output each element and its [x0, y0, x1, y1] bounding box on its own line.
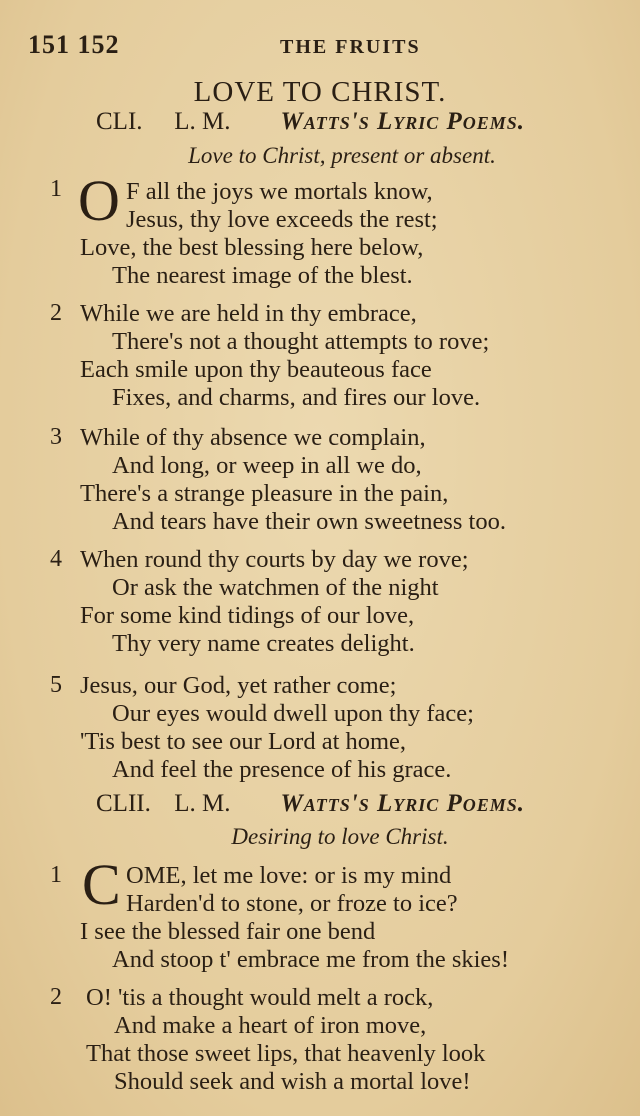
verse-line: Fixes, and charms, and fires our love.: [112, 384, 481, 411]
verse-line: While of thy absence we complain,: [80, 424, 426, 451]
verse-line: There's a strange pleasure in the pain,: [80, 480, 449, 507]
verse-line: Harden'd to stone, or froze to ice?: [126, 890, 458, 917]
hymn-subtitle: Love to Christ, present or absent.: [188, 143, 496, 168]
verse-line: Or ask the watchmen of the night: [112, 574, 439, 601]
verse-line: Each smile upon thy beauteous face: [80, 356, 432, 383]
hymn-heading: [96, 790, 525, 818]
verse-line: O! 'tis a thought would melt a rock,: [86, 984, 434, 1011]
stanza-number: 1: [50, 176, 62, 202]
verse-line: I see the blessed fair one bend: [80, 918, 376, 945]
hymn-number: CLI.: [96, 108, 143, 135]
verse-line: Thy very name creates delight.: [112, 630, 415, 657]
stanza-number: 3: [50, 424, 62, 450]
verse-line: OME, let me love: or is my mind: [126, 862, 452, 889]
verse-line: And make a heart of iron move,: [114, 1012, 427, 1039]
hymn-heading: [96, 108, 525, 136]
verse-line: That those sweet lips, that heavenly look: [86, 1040, 486, 1067]
verse-line: Jesus, our God, yet rather come;: [80, 672, 397, 699]
verse-line: There's not a thought attempts to rove;: [112, 328, 490, 355]
running-title: THE FRUITS: [280, 36, 421, 58]
verse-line: Love, the best blessing here below,: [80, 234, 424, 261]
verse-line: And long, or weep in all we do,: [112, 452, 422, 479]
verse-line: When round thy courts by day we rove;: [80, 546, 469, 573]
drop-cap: O: [78, 168, 120, 233]
verse-line: And feel the presence of his grace.: [112, 756, 452, 783]
page-numbers: 151 152: [28, 30, 120, 59]
stanza-number: 2: [50, 984, 62, 1010]
hymn-source: Watts's Lyric Poems.: [280, 108, 526, 135]
stanza-number: 4: [50, 546, 62, 572]
hymn-meter: L. M.: [174, 108, 231, 135]
stanza-number: 1: [50, 862, 62, 888]
verse-line: For some kind tidings of our love,: [80, 602, 415, 629]
verse-line: And tears have their own sweetness too.: [112, 508, 506, 535]
verse-line: 'Tis best to see our Lord at home,: [80, 728, 407, 755]
page-header: [28, 30, 608, 64]
verse-line: While we are held in thy embrace,: [80, 300, 417, 327]
verse-line: Should seek and wish a mortal love!: [114, 1068, 471, 1095]
verse-line: Jesus, thy love exceeds the rest;: [126, 206, 438, 233]
hymn-source: Watts's Lyric Poems.: [280, 790, 526, 817]
section-title: LOVE TO CHRIST.: [193, 76, 447, 108]
hymn-number: CLII.: [96, 790, 151, 817]
stanza-number: 2: [50, 300, 62, 326]
stanza-number: 5: [50, 672, 62, 698]
verse-line: And stoop t' embrace me from the skies!: [112, 946, 509, 973]
drop-cap: C: [82, 852, 121, 917]
verse-line: F all the joys we mortals know,: [126, 178, 433, 205]
hymn-meter: L. M.: [174, 790, 231, 817]
verse-line: Our eyes would dwell upon thy face;: [112, 700, 474, 727]
hymn-subtitle: Desiring to love Christ.: [231, 824, 449, 849]
verse-line: The nearest image of the blest.: [112, 262, 413, 289]
